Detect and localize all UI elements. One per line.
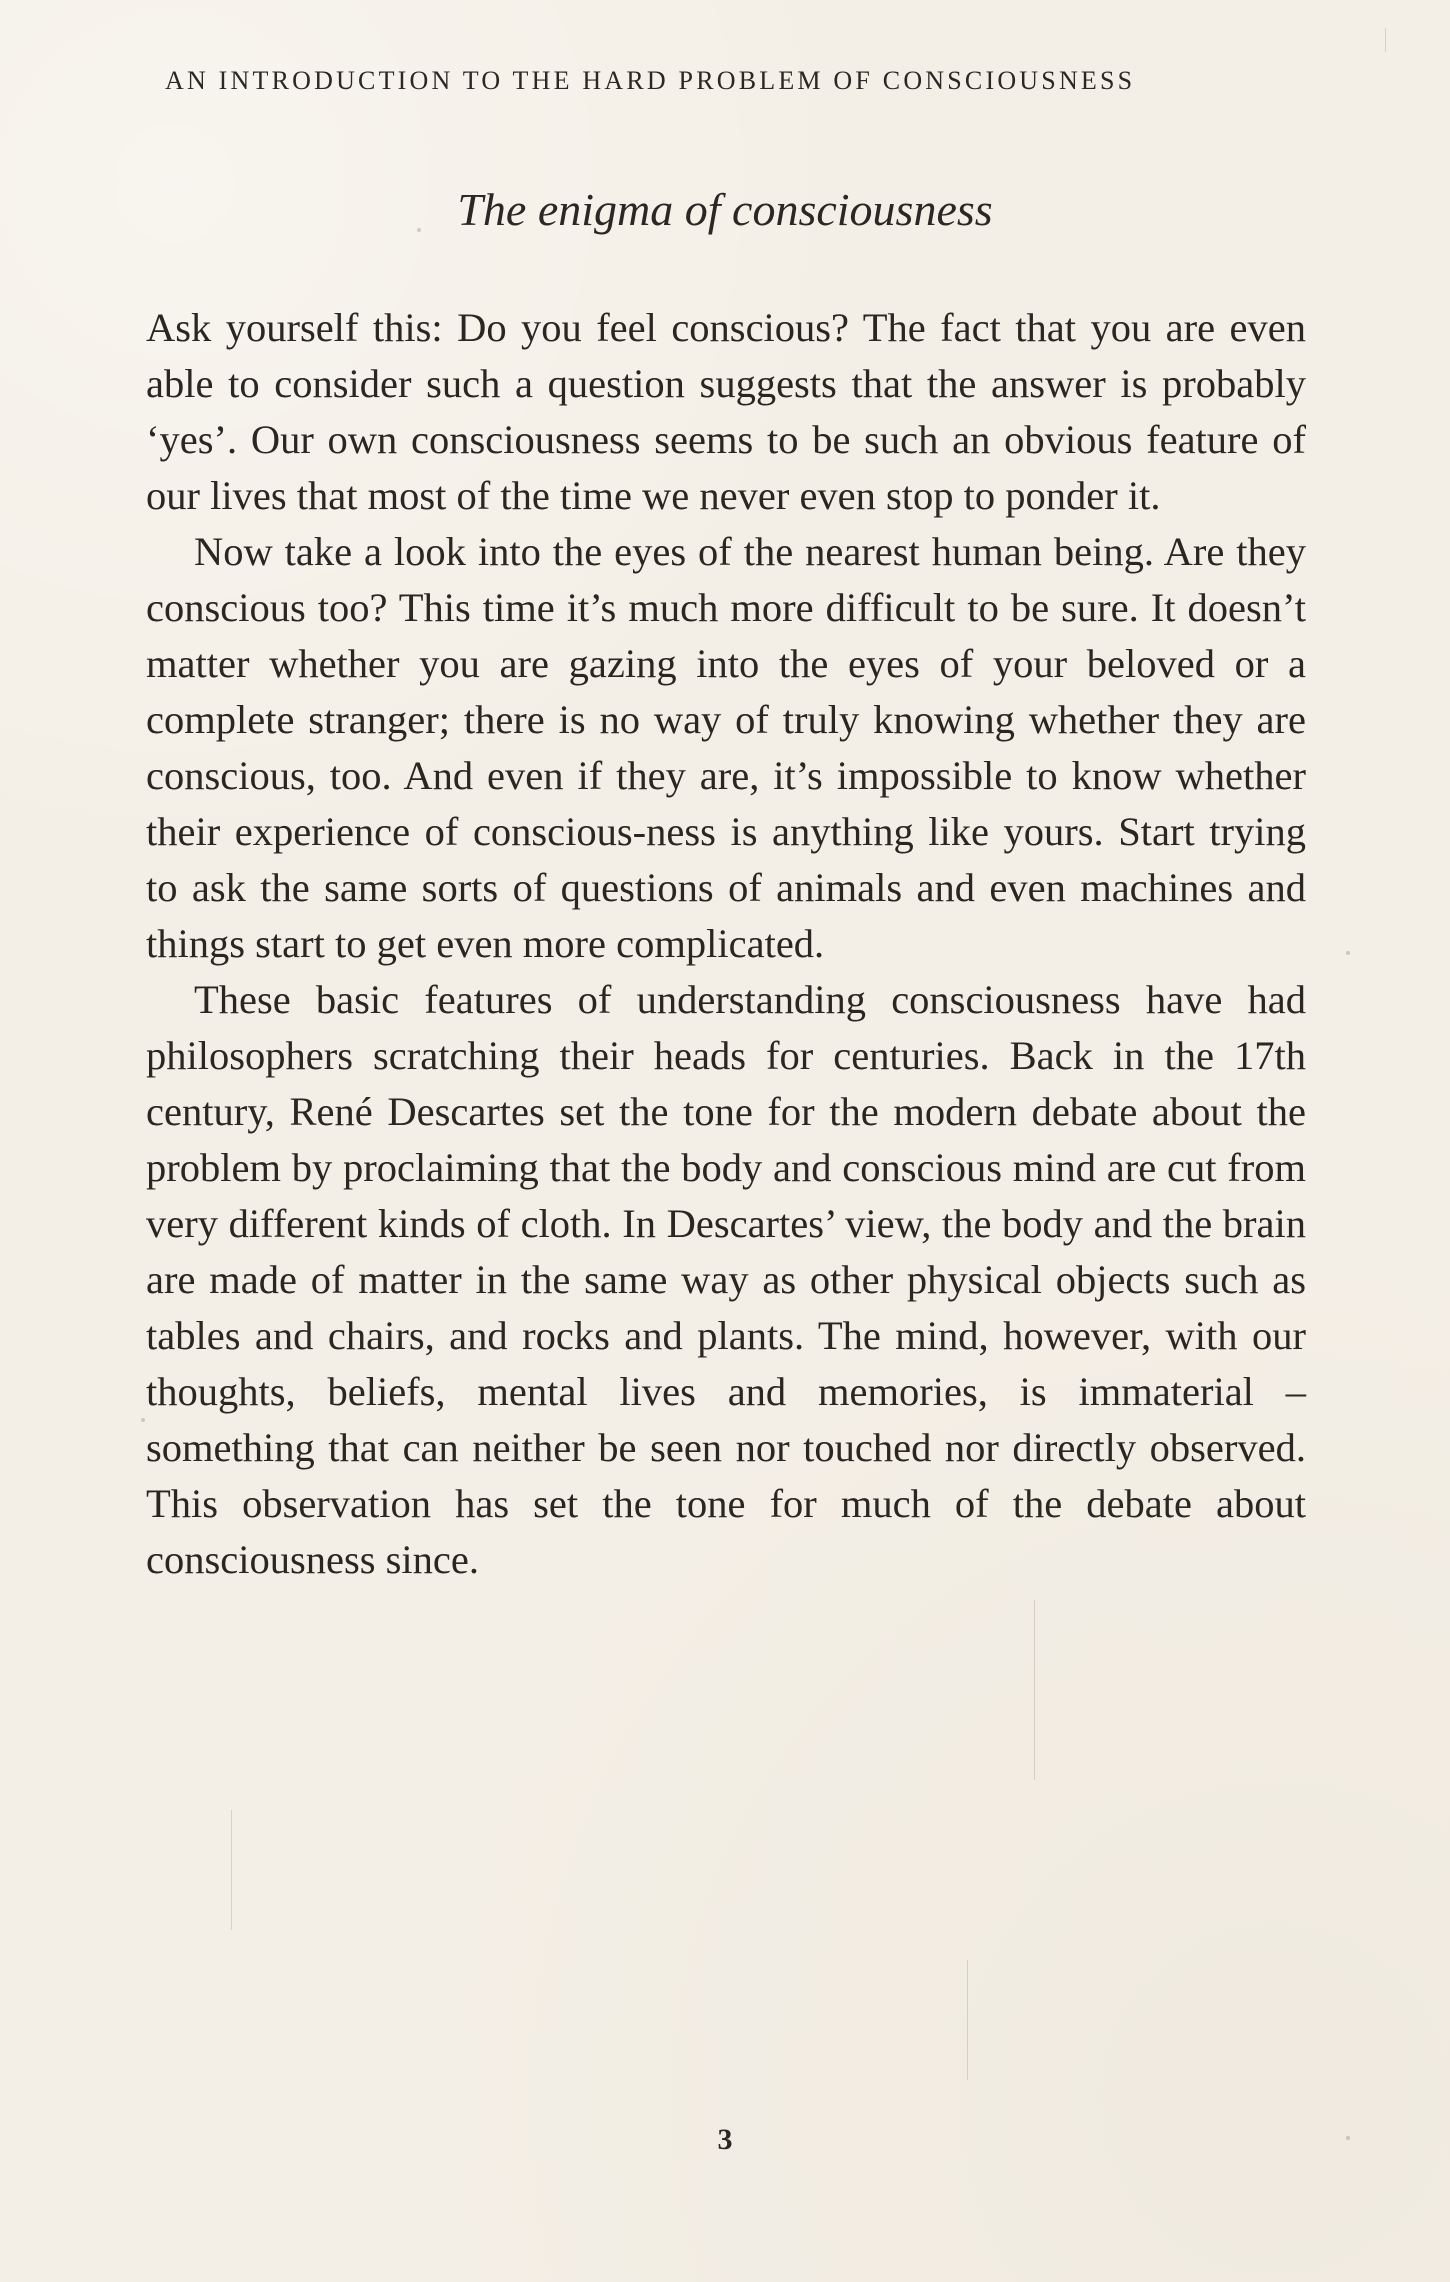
page-number: 3 (717, 2123, 733, 2156)
paper-speck (1346, 2136, 1350, 2140)
section-title: The enigma of consciousness (457, 184, 993, 235)
running-head: AN INTRODUCTION TO THE HARD PROBLEM OF CONSCIOUSNESS (165, 66, 1136, 95)
paper-speck (1346, 951, 1350, 955)
paragraph-3: These basic features of understanding consciousness have had philosophers scratching their heads for centuries. Back in the 17th century, René Descartes set the tone for the modern debate about the problem by proclaiming that the body and conscious mind are cut from very different kinds of cloth. In Descartes’ view, the body and the brain are made of matter in the same way as other physical objects such as tables and chairs, and rocks and plants. The mind, however, with our thoughts, beliefs, mental lives and memories, is immaterial – something that can neither be seen nor touched nor directly observed. This observation has set the tone for much of the debate about consciousness since. (146, 977, 1306, 1582)
paper-speck (141, 1418, 145, 1422)
paragraph-1: Ask yourself this: Do you feel conscious? The fact that you are even able to consider such a question suggests that the answer is probably ‘yes’. Our own consciousness seems to be such an obvious feature of our lives that most of the time we never even stop to ponder it. (146, 305, 1306, 518)
body-text (146, 300, 1306, 1588)
scan-mark (967, 1960, 968, 2080)
scan-mark (1034, 1600, 1035, 1780)
paragraph-2: Now take a look into the eyes of the nearest human being. Are they conscious too? This time it’s much more difficult to be sure. It doesn’t matter whether you are gazing into the eyes of your beloved or a complete stranger; there is no way of truly knowing whether they are conscious, too. And even if they are, it’s impossible to know whether their experience of conscious-ness is anything like yours. Start trying to ask the same sorts of questions of animals and even machines and things start to get even more complicated. (146, 529, 1306, 966)
paper-speck (417, 228, 421, 232)
scan-mark (231, 1810, 232, 1930)
scan-mark (1385, 28, 1386, 52)
